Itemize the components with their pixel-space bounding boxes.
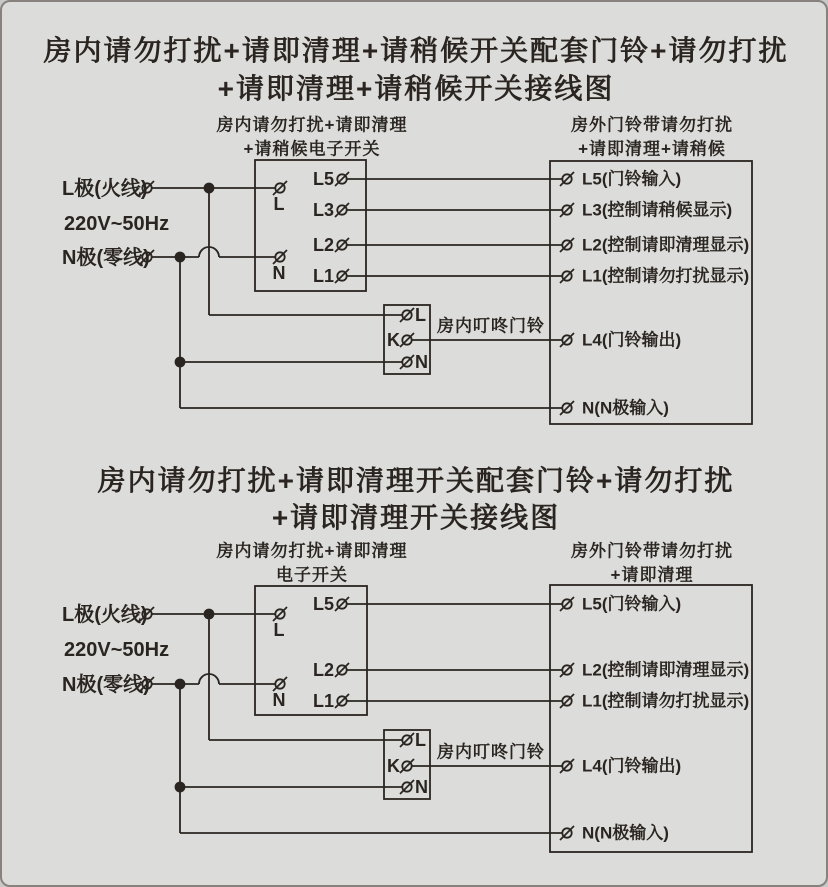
terminal-icon (335, 203, 349, 217)
switch-box-label: 房内请勿打扰+请即清理 (216, 541, 408, 561)
terminal-icon (335, 663, 349, 677)
panel-terminal-label: L1(控制请勿打扰显示) (582, 266, 750, 286)
terminal-icon (560, 269, 574, 283)
switch-terminal-label: L3 (312, 200, 334, 220)
junction-dot (205, 610, 214, 619)
terminal-icon (400, 355, 414, 369)
voltage-label: 220V~50Hz (64, 213, 170, 235)
panel-terminal-label: L5(门铃输入) (582, 594, 682, 614)
terminal-icon (560, 238, 574, 252)
switch-terminal-label: L5 (312, 169, 334, 189)
switch-terminal-label: L2 (312, 660, 334, 680)
panel-terminal-label: N(N极输入) (582, 823, 669, 843)
terminal-icon (273, 677, 287, 691)
wire-live-to-bell (209, 188, 402, 315)
terminal-icon (560, 826, 574, 840)
switch-terminal-label: L1 (312, 691, 334, 711)
panel-terminal-label: L4(门铃输出) (582, 756, 682, 776)
wiring-graphics (2, 2, 828, 887)
switch-terminal-label: L5 (312, 594, 334, 614)
bell-terminal-label: K (387, 330, 400, 350)
terminal-icon (335, 238, 349, 252)
terminal-icon (560, 401, 574, 415)
panel-terminal-label: N(N极输入) (582, 398, 669, 418)
wire-live-to-bell (209, 614, 402, 740)
neutral-wire-label: N极(零线) (62, 247, 150, 269)
neutral-wire-label: N极(零线) (62, 674, 150, 696)
junction-dot (176, 253, 185, 262)
panel-terminal-label: L5(门铃输入) (582, 169, 682, 189)
junction-dot (176, 783, 185, 792)
bell-terminal-label: N (415, 777, 428, 797)
bell-terminal-label: K (387, 756, 400, 776)
terminal-icon (400, 333, 414, 347)
terminal-icon (560, 663, 574, 677)
junction-dot (176, 358, 185, 367)
panel-terminal-label: L2(控制请即清理显示) (582, 235, 750, 255)
panel-terminal-label: L3(控制请稍候显示) (582, 200, 733, 220)
terminal-icon (335, 597, 349, 611)
panel-box-label: 房外门铃带请勿打扰 (571, 115, 733, 135)
terminal-icon (560, 759, 574, 773)
diagram-title: 房内请勿打扰+请即清理+请稍候开关配套门铃+请勿打扰 (43, 35, 789, 66)
panel-box (550, 585, 752, 852)
switch-terminal-label: L (273, 194, 285, 214)
panel-terminal-label: L1(控制请勿打扰显示) (582, 691, 750, 711)
bell-name-label: 房内叮咚门铃 (437, 316, 545, 336)
wire-neutral (153, 247, 275, 257)
terminal-icon (335, 269, 349, 283)
diagram-title: +请即清理开关接线图 (271, 502, 561, 533)
switch-terminal-label: N (272, 690, 286, 710)
voltage-label: 220V~50Hz (64, 639, 170, 661)
terminal-icon (400, 308, 414, 322)
panel-box-label: 房外门铃带请勿打扰 (571, 541, 733, 561)
bell-name-label: 房内叮咚门铃 (437, 742, 545, 762)
panel-terminal-label: L4(门铃输出) (582, 330, 682, 350)
switch-terminal-label: N (272, 263, 286, 283)
terminal-icon (560, 172, 574, 186)
switch-box-label: 房内请勿打扰+请即清理 (216, 115, 408, 135)
bell-terminal-label: L (415, 730, 426, 750)
switch-box-label: 电子开关 (276, 565, 348, 585)
terminal-icon (273, 607, 287, 621)
terminal-icon (400, 733, 414, 747)
switch-terminal-label: L2 (312, 235, 334, 255)
terminal-icon (335, 694, 349, 708)
switch-box-label: +请稍候电子开关 (243, 139, 381, 159)
terminal-icon (560, 597, 574, 611)
panel-box-label: +请即清理+请稍候 (578, 139, 726, 159)
terminal-icon (273, 250, 287, 264)
terminal-icon (400, 780, 414, 794)
switch-terminal-label: L1 (312, 266, 334, 286)
junction-dot (176, 680, 185, 689)
terminal-icon (560, 333, 574, 347)
diagram-title: +请即清理+请稍候开关接线图 (217, 73, 615, 104)
terminal-icon (273, 181, 287, 195)
bell-terminal-label: N (415, 352, 428, 372)
terminal-icon (560, 694, 574, 708)
terminal-icon (335, 172, 349, 186)
live-wire-label: L极(火线) (62, 604, 148, 626)
switch-terminal-label: L (273, 620, 285, 640)
diagram-title: 房内请勿打扰+请即清理开关配套门铃+请勿打扰 (97, 465, 735, 496)
terminal-icon (560, 203, 574, 217)
wire-neutral (153, 674, 275, 684)
terminal-icon (400, 759, 414, 773)
bell-terminal-label: L (415, 305, 426, 325)
junction-dot (205, 184, 214, 193)
panel-terminal-label: L2(控制请即清理显示) (582, 660, 750, 680)
panel-box-label: +请即清理 (610, 565, 694, 585)
live-wire-label: L极(火线) (62, 178, 148, 200)
